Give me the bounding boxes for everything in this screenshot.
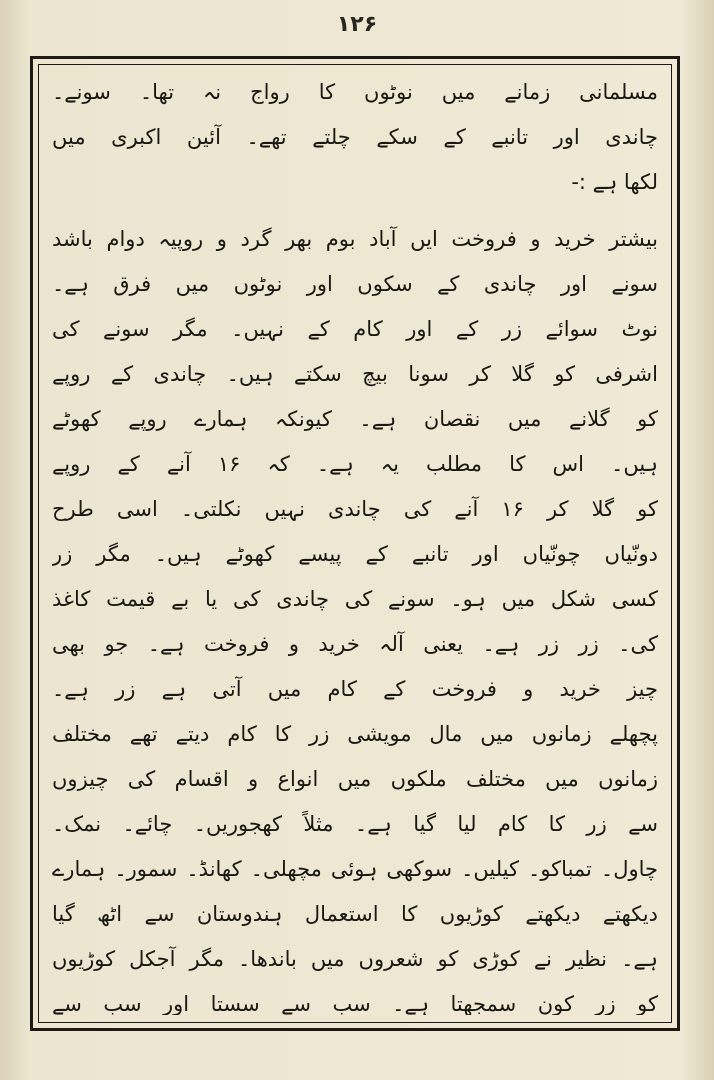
text-line: چاول۔ تمباکو۔ کیلیں۔ سوکھی ہوئی مچھلی۔ کھانڈ۔ سمور۔ ہمارے bbox=[52, 857, 658, 881]
text-line: ہے۔ نظیر نے کوڑی کو شعروں میں باندھا۔ مگر آجکل کوڑیوں bbox=[52, 947, 658, 971]
text-line: سونے اور چاندی کے سکوں اور نوٹوں میں فرق ہے۔ bbox=[52, 272, 658, 296]
text-line: اشرفی کو گلا کر سونا بیچ سکتے ہیں۔ چاندی کے روپے bbox=[52, 362, 658, 386]
text-line: زمانوں میں مختلف ملکوں میں انواع و اقسام کی چیزوں bbox=[52, 767, 658, 791]
text-line: دونّیاں چونّیاں اور تانبے کے پیسے کھوٹے ہیں۔ مگر زر bbox=[52, 542, 658, 566]
text-line: چیز خرید و فروخت کے کام میں آتی ہے زر ہے۔ bbox=[52, 677, 658, 701]
page-number: ۱۲۶ bbox=[336, 12, 378, 37]
text-line: سے زر کا کام لیا گیا ہے۔ مثلاً کھجوریں۔ چائے۔ نمک۔ bbox=[52, 812, 658, 836]
text-line: ہیں۔ اس کا مطلب یہ ہے۔ کہ ۱۶ آنے کے روپے bbox=[52, 452, 658, 476]
text-line: کو گلا کر ۱۶ آنے کی چاندی نہیں نکلتی۔ اسی طرح bbox=[52, 497, 658, 521]
text-line: پچھلے زمانوں میں مال مویشی زر کا کام دیتے تھے مختلف bbox=[52, 722, 658, 746]
text-line: کسی شکل میں ہو۔ سونے کی چاندی کی یا بے قیمت کاغذ bbox=[52, 587, 658, 611]
text-line: کو گلانے میں نقصان ہے۔ کیونکہ ہمارے روپے کھوٹے bbox=[52, 407, 658, 431]
urdu-text-block bbox=[52, 70, 658, 1015]
text-line: مسلمانی زمانے میں نوٹوں کا رواج نہ تھا۔ سونے۔ bbox=[52, 80, 658, 104]
text-line: کی۔ زر زر ہے۔ یعنی آلہ خرید و فروخت ہے۔ جو بھی bbox=[52, 632, 658, 656]
text-line: لکھا ہے :- bbox=[571, 170, 658, 194]
text-line: نوٹ سوائے زر کے اور کام کے نہیں۔ مگر سونے کی bbox=[52, 317, 658, 341]
text-line: کو زر کون سمجھتا ہے۔ سب سے سستا اور سب سے bbox=[52, 992, 658, 1015]
text-line: بیشتر خرید و فروخت ایں آباد بوم بھر گرد و روپیہ دوام باشد bbox=[52, 227, 658, 251]
text-line: دیکھتے دیکھتے کوڑیوں کا استعمال ہندوستان سے اٹھ گیا bbox=[52, 902, 658, 926]
text-line: چاندی اور تانبے کے سکے چلتے تھے۔ آئین اکبری میں bbox=[52, 125, 658, 149]
